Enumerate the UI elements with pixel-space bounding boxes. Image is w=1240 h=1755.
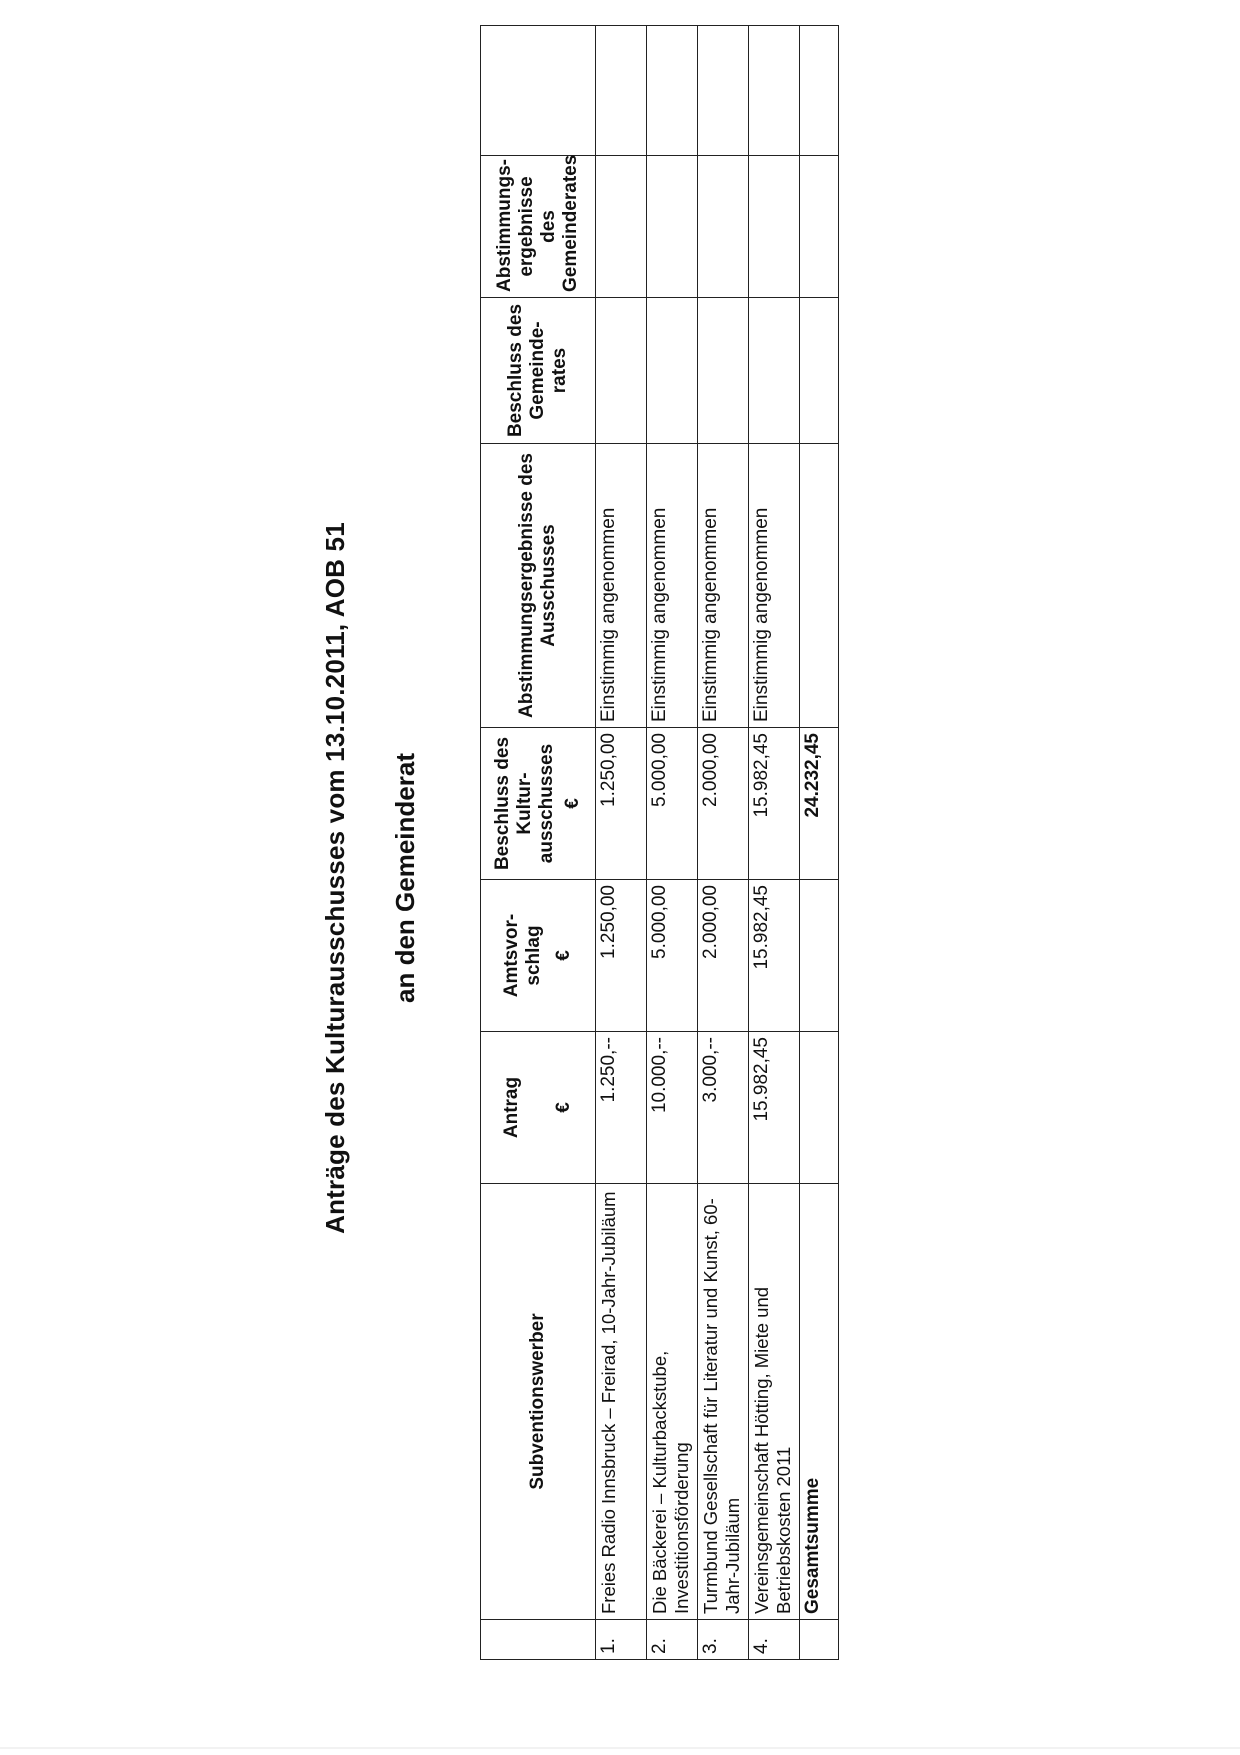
row-amtsvorschlag: 5.000,00 [647,880,698,1032]
row-abstimmung: Einstimmig angenommen [698,444,749,728]
row-applicant: Turmbund Gesellschaft für Literatur und Kunst, 60-Jahr-Jubiläum [698,1184,749,1620]
table-row [647,26,698,1660]
row-number: 1. [596,1620,647,1660]
row-applicant: Die Bäckerei – Kulturbackstube, Investitionsförderung [647,1184,698,1620]
header-abstimmung-ausschuss [481,444,596,728]
header-subventionswerber-label: Subventionswerber [527,1313,548,1490]
table-row [698,26,749,1660]
row-empty [698,26,749,156]
row-antrag: 15.982,45 [749,1032,800,1184]
row-applicant: Vereinsgemeinschaft Hötting, Miete und Betriebskosten 2011 [749,1184,800,1620]
row-empty [749,26,800,156]
subsidy-table [480,25,839,1660]
total-amtsvorschlag [800,880,839,1032]
header-abstimmung-gemeinderat [481,156,596,298]
total-label: Gesamtsumme [800,1184,839,1620]
row-abstimmung-gr [596,156,647,298]
total-row [800,26,839,1660]
header-nr [481,1620,596,1660]
row-beschluss: 2.000,00 [698,728,749,880]
row-beschluss: 15.982,45 [749,728,800,880]
header-antrag-label: Antrag [501,1076,522,1139]
header-beschluss-ausschuss [481,728,596,880]
row-abstimmung-gr [749,156,800,298]
total-beschluss-gr [800,298,839,444]
header-antrag [481,1032,596,1184]
row-abstimmung: Einstimmig angenommen [749,444,800,728]
document-subtitle: an den Gemeinderat [390,753,420,1003]
row-antrag: 10.000,-- [647,1032,698,1184]
row-empty [647,26,698,156]
row-applicant: Freies Radio Innsbruck – Freirad, 10-Jahr-Jubiläum [596,1184,647,1620]
header-amtsvorschlag-unit: € [553,950,574,961]
row-beschluss-gr [647,298,698,444]
row-amtsvorschlag: 1.250,00 [596,880,647,1032]
rotated-document-page [270,28,970,1728]
row-antrag: 3.000,-- [698,1032,749,1184]
total-empty [800,26,839,156]
header-beschluss-ausschuss-unit: € [562,798,583,809]
row-antrag: 1.250,-- [596,1032,647,1184]
document-title: Anträge des Kulturausschusses vom 13.10.2011, AOB 51 [320,522,350,1234]
row-amtsvorschlag: 15.982,45 [749,880,800,1032]
row-abstimmung: Einstimmig angenommen [647,444,698,728]
row-beschluss-gr [749,298,800,444]
header-beschluss-gemeinderat [481,298,596,444]
row-beschluss-gr [698,298,749,444]
table-header-row [481,26,596,1660]
total-abstimmung [800,444,839,728]
header-abstimmung-ausschuss-label: Abstimmungsergebnisse des Ausschusses [516,452,559,719]
total-abstimmung-gr [800,156,839,298]
row-number: 2. [647,1620,698,1660]
total-antrag [800,1032,839,1184]
row-beschluss-gr [596,298,647,444]
row-abstimmung-gr [698,156,749,298]
total-beschluss: 24.232,45 [800,728,839,880]
row-number: 3. [698,1620,749,1660]
row-abstimmung-gr [647,156,698,298]
table-row [596,26,647,1660]
header-amtsvorschlag [481,880,596,1032]
header-amtsvorschlag-label: Amtsvor-schlag [501,913,544,998]
header-abstimmung-gemeinderat-label: Abstimmungs-ergebnisse des Gemeinderates [494,154,581,292]
row-number: 4. [749,1620,800,1660]
header-beschluss-gemeinderat-label: Beschluss des Gemeinde-rates [505,303,570,438]
header-subventionswerber [481,1184,596,1620]
scan-edge-line [0,1747,1240,1749]
row-beschluss: 5.000,00 [647,728,698,880]
header-beschluss-ausschuss-label: Beschluss des Kultur-ausschusses [492,736,557,871]
header-empty [481,26,596,156]
row-empty [596,26,647,156]
row-amtsvorschlag: 2.000,00 [698,880,749,1032]
total-number [800,1620,839,1660]
table-row [749,26,800,1660]
header-antrag-unit: € [553,1102,574,1113]
row-beschluss: 1.250,00 [596,728,647,880]
row-abstimmung: Einstimmig angenommen [596,444,647,728]
